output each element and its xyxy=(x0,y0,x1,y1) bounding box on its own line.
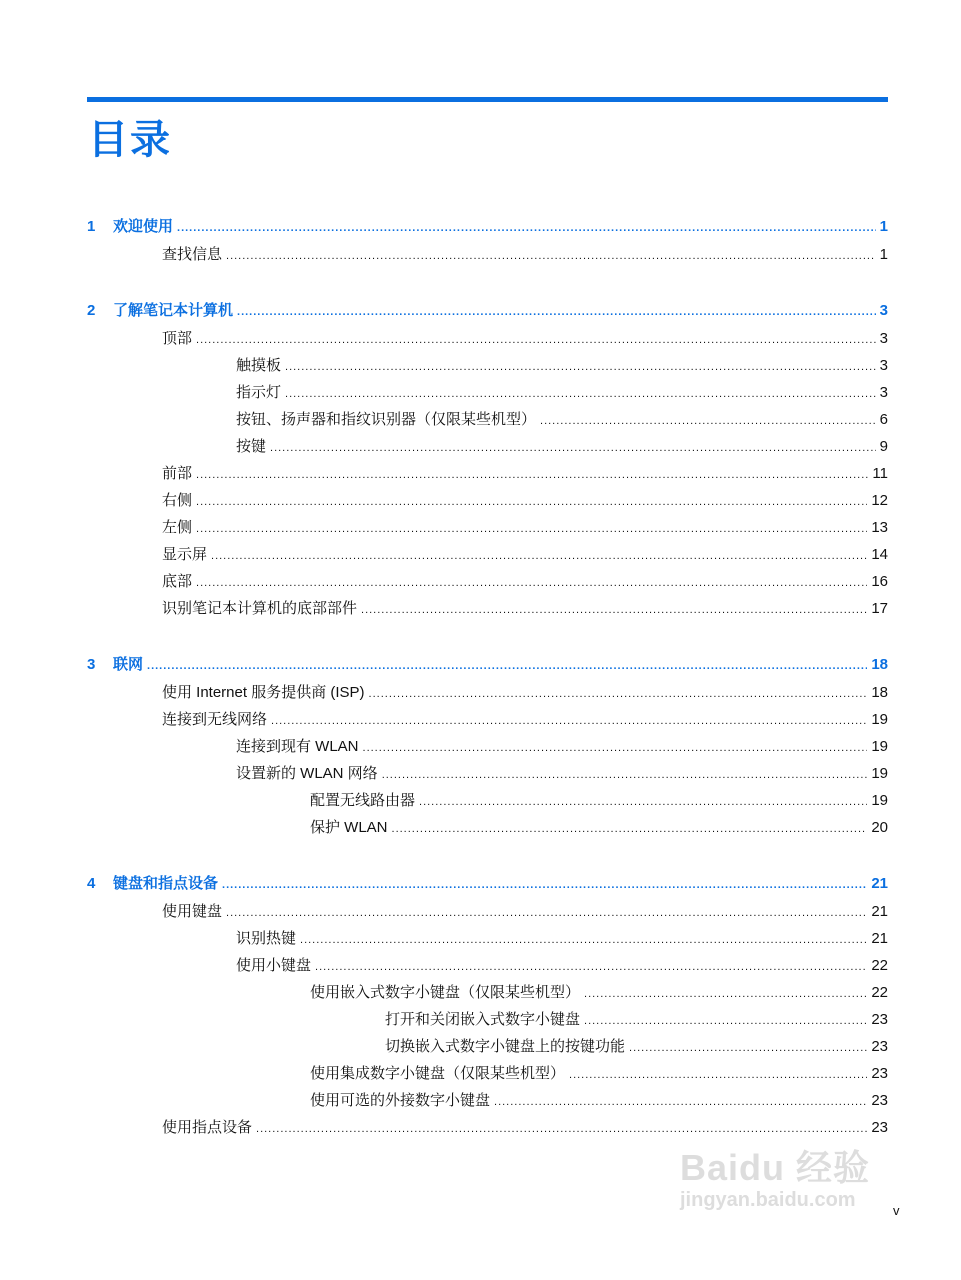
entry-label: 使用键盘 xyxy=(162,903,223,920)
entry-label: 联网 xyxy=(113,656,144,673)
toc-entry[interactable] xyxy=(87,379,888,406)
toc-entry[interactable] xyxy=(87,1087,888,1114)
dot-leader xyxy=(196,570,867,597)
entry-page-number: 23 xyxy=(871,1011,888,1028)
table-of-contents xyxy=(87,213,888,1141)
dot-leader xyxy=(196,462,868,489)
entry-page-number: 21 xyxy=(871,903,888,920)
entry-label: 连接到无线网络 xyxy=(162,711,268,728)
toc-entry[interactable] xyxy=(87,979,888,1006)
entry-page-number: 3 xyxy=(879,357,888,374)
toc-entry[interactable] xyxy=(87,460,888,487)
entry-page-number: 21 xyxy=(871,930,888,947)
dot-leader xyxy=(222,871,867,899)
entry-page-number: 20 xyxy=(871,819,888,836)
toc-entry[interactable] xyxy=(87,241,888,268)
dot-leader xyxy=(271,708,867,735)
dot-leader xyxy=(285,381,876,408)
dot-leader xyxy=(300,927,867,954)
entry-page-number: 1 xyxy=(879,218,888,235)
toc-entry[interactable] xyxy=(87,1060,888,1087)
entry-page-number: 17 xyxy=(871,600,888,617)
entry-label: 打开和关闭嵌入式数字小键盘 xyxy=(385,1011,581,1028)
entry-page-number: 19 xyxy=(871,711,888,728)
page-title: 目录 xyxy=(88,118,172,162)
entry-page-number: 9 xyxy=(879,438,888,455)
toc-entry[interactable] xyxy=(87,433,888,460)
entry-label: 使用 Internet 服务提供商 (ISP) xyxy=(162,684,365,701)
entry-label: 连接到现有 WLAN xyxy=(236,738,359,755)
entry-label: 了解笔记本计算机 xyxy=(113,302,234,319)
toc-entry[interactable] xyxy=(87,706,888,733)
toc-entry[interactable] xyxy=(87,352,888,379)
entry-label: 使用可选的外接数字小键盘 xyxy=(310,1092,491,1109)
dot-leader xyxy=(361,597,867,624)
dot-leader xyxy=(584,1008,867,1035)
toc-chapter-entry[interactable] xyxy=(87,297,888,325)
toc-chapter-entry[interactable] xyxy=(87,870,888,898)
baidu-watermark: Baidu 经验 jingyan.baidu.com xyxy=(680,1147,871,1211)
dot-leader xyxy=(382,762,868,789)
entry-page-number: 14 xyxy=(871,546,888,563)
entry-label: 按键 xyxy=(236,438,267,455)
toc-entry[interactable] xyxy=(87,1006,888,1033)
toc-chapter-entry[interactable] xyxy=(87,213,888,241)
dot-leader xyxy=(177,214,876,242)
dot-leader xyxy=(369,681,868,708)
chapter-number: 4 xyxy=(87,875,96,892)
entry-page-number: 3 xyxy=(879,384,888,401)
entry-page-number: 6 xyxy=(879,411,888,428)
entry-label: 按钮、扬声器和指纹识别器（仅限某些机型） xyxy=(236,411,537,428)
entry-label: 欢迎使用 xyxy=(113,218,174,235)
chapter-number: 1 xyxy=(87,218,96,235)
dot-leader xyxy=(270,435,876,462)
toc-entry[interactable] xyxy=(87,406,888,433)
chapter-number: 3 xyxy=(87,656,96,673)
page-number-footer: v xyxy=(893,1203,900,1218)
dot-leader xyxy=(196,327,876,354)
dot-leader xyxy=(392,816,868,843)
dot-leader xyxy=(584,981,867,1008)
entry-page-number: 12 xyxy=(871,492,888,509)
dot-leader xyxy=(315,954,867,981)
dot-leader xyxy=(226,900,867,927)
entry-label: 顶部 xyxy=(162,330,193,347)
entry-page-number: 19 xyxy=(871,792,888,809)
dot-leader xyxy=(569,1062,867,1089)
dot-leader xyxy=(196,516,867,543)
dot-leader xyxy=(256,1116,867,1143)
entry-page-number: 23 xyxy=(871,1092,888,1109)
dot-leader xyxy=(285,354,876,381)
header-rule xyxy=(87,97,888,102)
entry-label: 指示灯 xyxy=(236,384,282,401)
entry-label: 底部 xyxy=(162,573,193,590)
entry-label: 识别笔记本计算机的底部部件 xyxy=(162,600,358,617)
entry-page-number: 21 xyxy=(871,875,888,892)
entry-label: 识别热键 xyxy=(236,930,297,947)
toc-entry[interactable] xyxy=(87,679,888,706)
dot-leader xyxy=(363,735,868,762)
toc-chapter-entry[interactable] xyxy=(87,651,888,679)
entry-page-number: 16 xyxy=(871,573,888,590)
entry-label: 右侧 xyxy=(162,492,193,509)
entry-label: 左侧 xyxy=(162,519,193,536)
toc-entry[interactable] xyxy=(87,487,888,514)
entry-label: 查找信息 xyxy=(162,246,223,263)
dot-leader xyxy=(147,652,867,680)
dot-leader xyxy=(226,243,876,270)
entry-page-number: 23 xyxy=(871,1038,888,1055)
entry-page-number: 1 xyxy=(879,246,888,263)
entry-label: 前部 xyxy=(162,465,193,482)
toc-entry[interactable] xyxy=(87,952,888,979)
dot-leader xyxy=(237,298,876,326)
toc-entry[interactable] xyxy=(87,733,888,760)
toc-entry[interactable] xyxy=(87,787,888,814)
entry-page-number: 22 xyxy=(871,957,888,974)
toc-entry[interactable] xyxy=(87,898,888,925)
entry-page-number: 3 xyxy=(879,302,888,319)
entry-label: 显示屏 xyxy=(162,546,208,563)
entry-page-number: 11 xyxy=(872,465,888,482)
toc-entry[interactable] xyxy=(87,1033,888,1060)
dot-leader xyxy=(196,489,867,516)
toc-entry[interactable] xyxy=(87,814,888,841)
entry-page-number: 23 xyxy=(871,1065,888,1082)
entry-page-number: 3 xyxy=(879,330,888,347)
entry-page-number: 22 xyxy=(871,984,888,1001)
entry-label: 切换嵌入式数字小键盘上的按键功能 xyxy=(385,1038,626,1055)
entry-label: 触摸板 xyxy=(236,357,282,374)
entry-page-number: 18 xyxy=(871,656,888,673)
entry-label: 使用集成数字小键盘（仅限某些机型） xyxy=(310,1065,566,1082)
toc-entry[interactable] xyxy=(87,514,888,541)
entry-label: 保护 WLAN xyxy=(310,819,388,836)
entry-label: 键盘和指点设备 xyxy=(113,875,219,892)
dot-leader xyxy=(419,789,867,816)
toc-entry[interactable] xyxy=(87,541,888,568)
entry-page-number: 13 xyxy=(871,519,888,536)
dot-leader xyxy=(211,543,867,570)
entry-label: 使用指点设备 xyxy=(162,1119,253,1136)
toc-entry[interactable] xyxy=(87,760,888,787)
entry-label: 使用小键盘 xyxy=(236,957,312,974)
dot-leader xyxy=(629,1035,867,1062)
dot-leader xyxy=(540,408,876,435)
toc-entry[interactable] xyxy=(87,568,888,595)
entry-label: 设置新的 WLAN 网络 xyxy=(236,765,378,782)
entry-page-number: 18 xyxy=(871,684,888,701)
entry-page-number: 19 xyxy=(871,738,888,755)
chapter-number: 2 xyxy=(87,302,96,319)
dot-leader xyxy=(494,1089,867,1116)
entry-label: 配置无线路由器 xyxy=(310,792,416,809)
toc-entry[interactable] xyxy=(87,925,888,952)
toc-entry[interactable] xyxy=(87,1114,888,1141)
toc-entry[interactable] xyxy=(87,595,888,622)
entry-page-number: 23 xyxy=(871,1119,888,1136)
toc-entry[interactable] xyxy=(87,325,888,352)
entry-label: 使用嵌入式数字小键盘（仅限某些机型） xyxy=(310,984,581,1001)
entry-page-number: 19 xyxy=(871,765,888,782)
